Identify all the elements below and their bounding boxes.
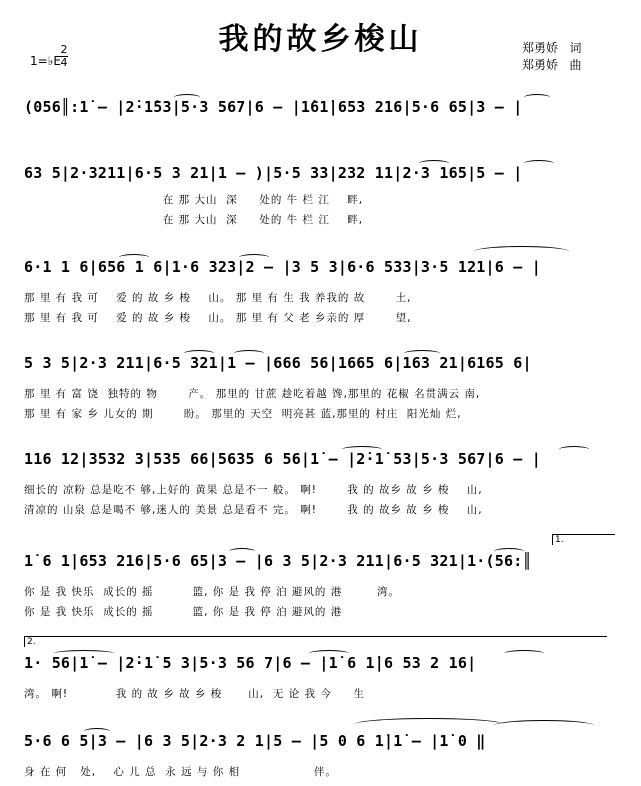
lyric-line-1: 你 是 我 快乐 成长的 摇 篮, 你 是 我 停 泊 避风的 港 湾。	[24, 586, 400, 598]
key-signature: 1=♭E	[30, 54, 61, 68]
notation-line: 5·6 6 5|3 – |6 3 5|2·3 2 1|5 – |5 0 6 1̇|1̇ – |1̇ 0 ‖	[24, 732, 486, 750]
lyric-line-2: 在 那 大山 深 处的 牛 栏 江 畔,	[24, 214, 364, 226]
credits	[522, 40, 581, 74]
lyric-line-2: 那 里 有 家 乡 儿女的 期 盼。 那里的 天空 明亮甚 蓝,那里的 村庄 阳光灿 烂,	[24, 408, 462, 420]
lyric-line-2: 清凉的 山泉 总是喝不 够,迷人的 美景 总是看不 完。 啊! 我 的 故乡 故 乡 梭 山,	[24, 504, 483, 516]
notation-line: 1· 56|1̇ – |2̇·1̇ 5 3|5·3 56 7|6 – |1̇ 6 1̇|6 53 2 16|	[24, 654, 477, 672]
notation-line: 6·1 1 6|656 1 6|1·6 323|2 – |3 5 3|6·6 533|3·5 121|6 – |	[24, 258, 541, 276]
volta-1: 1.	[552, 534, 615, 545]
notation-line: (056║:1̇ – |2̇·1̇53|5·3 567|6 – |1̇61̇|653 216|5·6 65|3 – |	[24, 98, 523, 116]
lyric-line-2: 你 是 我 快乐 成长的 摇 篮, 你 是 我 停 泊 避风的 港	[24, 606, 343, 618]
lyric-line-1: 身 在 何 处, 心 儿 总 永 远 与 你 相 伴。	[24, 766, 337, 778]
lyric-line-2: 那 里 有 我 可 爱 的 故 乡 梭 山。 那 里 有 父 老 乡亲的 厚 望,	[24, 312, 412, 324]
lyric-line-1: 那 里 有 我 可 爱 的 故 乡 梭 山。 那 里 有 生 我 养我的 故 土,	[24, 292, 412, 304]
notation-line: 1̇ 6 1̇|653 216|5·6 65|3 – |6 3 5|2·3 211|6·5 321|1·(56:║	[24, 552, 532, 570]
volta-2: 2.	[24, 636, 607, 647]
time-signature	[60, 44, 68, 69]
meter-numerator: 2	[60, 43, 68, 56]
notation-line: 5 3 5|2·3 211|6·5 321|1 – |666 56|1665 6|163 21|6165 6|	[24, 354, 532, 372]
composer-credit: 郑勇娇 曲	[522, 58, 582, 72]
song-title: 我的故乡梭山	[218, 22, 423, 57]
lyric-line-1: 细长的 凉粉 总是吃不 够,上好的 黄果 总是不一 般。 啊! 我 的 故乡 故 乡 梭 山,	[24, 484, 483, 496]
lyricist-credit: 郑勇娇 词	[522, 41, 582, 55]
notation-line: 116 12|3532 3|535 66|5635 6 56|1̇ – |2̇·1̇ 53|5·3 567|6 – |	[24, 450, 541, 468]
meter-denominator: 4	[60, 56, 68, 69]
lyric-line-1: 那 里 有 富 饶 独特的 物 产。 那里的 甘蔗 趁吃着越 馋,那里的 花椒 名贯满云 南,	[24, 388, 481, 400]
notation-line: 63 5|2·3211|6·5 3 21|1 – )|5·5 33|232 11|2·3 165|5 – |	[24, 164, 523, 182]
lyric-line-1: 湾。 啊! 我 的 故 乡 故 乡 梭 山, 无 论 我 今 生	[24, 688, 366, 700]
lyric-line-1: 在 那 大山 深 处的 牛 栏 江 畔,	[24, 194, 364, 206]
